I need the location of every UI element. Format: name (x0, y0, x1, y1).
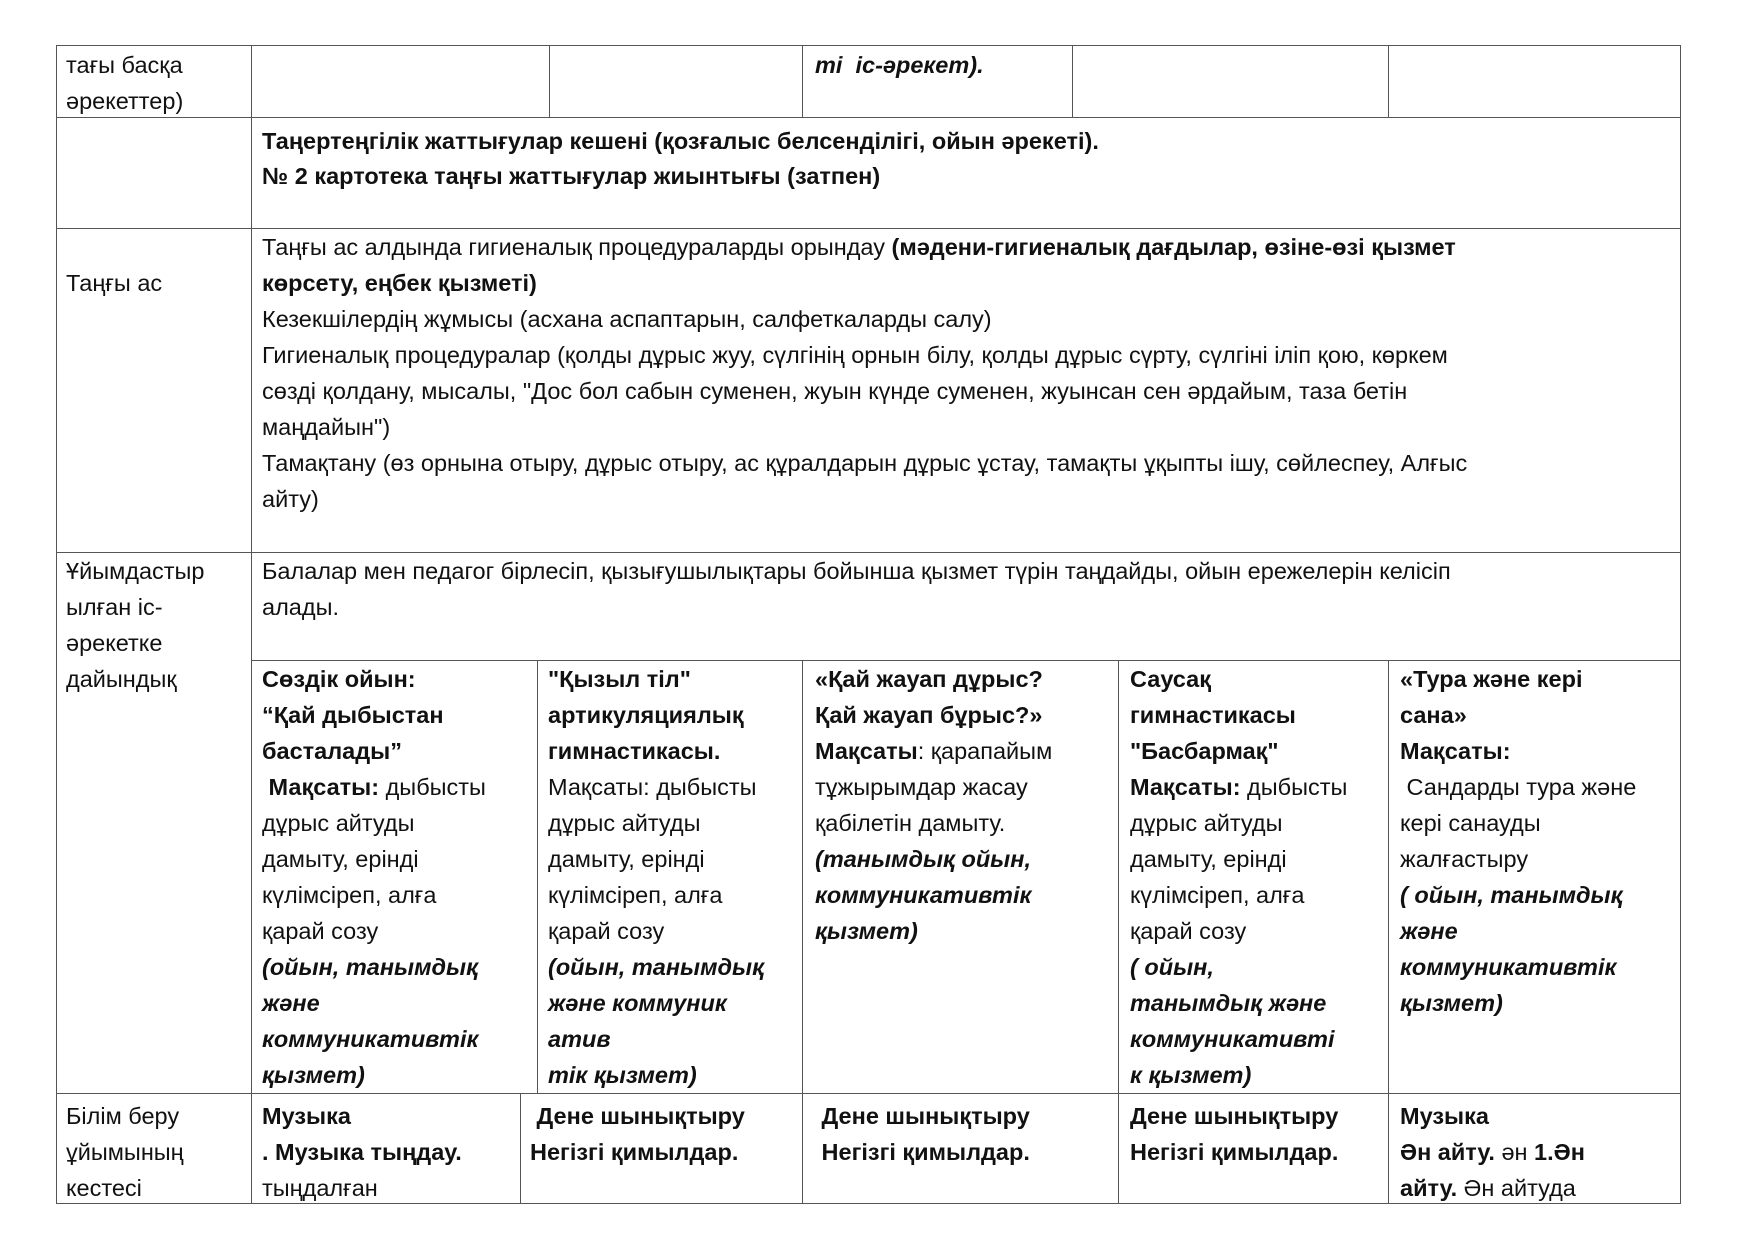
breakfast-line-1-bold: (мәдени-гигиеналық дағдылар, өзіне-өзі қызмет (891, 234, 1456, 260)
column-divider (537, 660, 538, 1093)
game-5-title: «Тура және кері сана» Мақсаты: (1400, 666, 1583, 764)
game-1-goal-label: Мақсаты: (262, 774, 380, 800)
schedule-col-5-line-3-b: Ән айтуда (1457, 1175, 1576, 1201)
schedule-col-5-line-2-c: 1.Ән (1534, 1139, 1585, 1165)
table-border-left (56, 45, 57, 1204)
breakfast-line-6: маңдайын") (262, 414, 391, 440)
preparation-intro: Балалар мен педагог бірлесіп, қызығушылықтары бойынша қызмет түрін таңдайды, ойын ережелерін келісіп алады. (262, 558, 1451, 620)
column-divider (251, 45, 252, 1204)
breakfast-line-7: Тамақтану (өз орнына отыру, дұрыс отыру, ас құралдарын дұрыс ұстау, тамақты ұқыпты ішу, сөйлеспеу, Алғыс (262, 450, 1468, 476)
row-label-breakfast: Таңғы ас (66, 270, 163, 296)
row-divider (56, 117, 1681, 118)
column-divider (1388, 45, 1389, 117)
schedule-col-5-line-2-a: Ән айту. (1400, 1139, 1495, 1165)
game-3-title: «Қай жауап дұрыс? Қай жауап бұрыс?» (815, 666, 1043, 728)
schedule-col-4: Дене шынықтыру Негізгі қимылдар. (1130, 1103, 1339, 1165)
morning-exercise-line-1: Таңертеңгілік жаттығулар кешені (қозғалыс белсенділігі, ойын әрекеті). (262, 128, 1099, 154)
morning-exercise-line-2: № 2 картотека таңғы жаттығулар жиынтығы (затпен) (262, 163, 881, 189)
game-2-title: "Қызыл тіл" артикуляциялық гимнастикасы. (548, 666, 744, 764)
row-label-schedule: Білім беру ұйымының кестесі (66, 1103, 184, 1201)
game-3-text: тұжырымдар жасау қабілетін дамыту. (815, 774, 1028, 836)
schedule-col-5-line-1: Музыка (1400, 1103, 1489, 1129)
breakfast-line-1-text: Таңғы ас алдында гигиеналық процедураларды орындау (262, 234, 892, 260)
game-1-goal-text: дыбысты (379, 774, 486, 800)
game-4-goal-text: дыбысты (1240, 774, 1348, 800)
game-4-goal-label: Мақсаты: (1130, 774, 1241, 800)
schedule-col-5-line-2 (1400, 1134, 1585, 1170)
breakfast-line-5: сөзді қолдану, мысалы, "Дос бол сабын суменен, жуын күнде суменен, жуынсан сен әрдайым, таза бетін (262, 378, 1408, 404)
game-1-note: (ойын, танымдық және коммуникативтік қызмет) (262, 954, 479, 1088)
column-divider (520, 1093, 521, 1203)
game-4-text: дұрыс айтуды дамыту, ерінді күлімсіреп, алға қарай созу (1130, 810, 1305, 944)
game-3-note: (танымдық ойын, коммуникативтік қызмет) (815, 846, 1032, 944)
schedule-col-1-title: Музыка . Музыка тыңдау. (262, 1103, 462, 1165)
column-divider (802, 45, 803, 117)
game-1-title: Сөздік ойын: “Қай дыбыстан басталады” (262, 666, 444, 764)
breakfast-line-1 (262, 229, 1456, 265)
schedule-col-3: Дене шынықтыру Негізгі қимылдар. (821, 1103, 1030, 1165)
column-divider (1388, 660, 1389, 1203)
game-3-goal-text: : қарапайым (917, 738, 1053, 764)
row-divider (56, 1093, 1681, 1094)
game-4-note: ( ойын, танымдық және коммуникативті к қызмет) (1130, 954, 1335, 1088)
schedule-col-5-line-3-a: айту. (1400, 1175, 1458, 1201)
column-divider (549, 45, 550, 117)
game-4-title: Саусақ гимнастикасы "Басбармақ" (1130, 666, 1296, 764)
row-label-preparation: Ұйымдастыр ылған іс- әрекетке дайындық (66, 558, 205, 692)
breakfast-line-8: айту) (262, 486, 319, 512)
game-3-goal-label: Мақсаты (815, 738, 918, 764)
column-divider (802, 660, 803, 1203)
game-1-text: дұрыс айтуды дамыту, ерінді күлімсіреп, алға қарай созу (262, 810, 437, 944)
game-3-goal (815, 733, 1052, 769)
row-label-other-activities: тағы басқа әрекеттер) (66, 52, 184, 114)
breakfast-line-4: Гигиеналық процедуралар (қолды дұрыс жуу, сүлгінің орнын білу, қолды дұрыс сүрту, сүлгіні іліп қою, көркем (262, 342, 1448, 368)
column-divider (1072, 45, 1073, 117)
breakfast-line-2: көрсету, еңбек қызметі) (262, 270, 537, 296)
column-divider (1118, 660, 1119, 1203)
game-5-text: Сандарды тура және кері санауды жалғастыру (1400, 774, 1637, 872)
schedule-col-5-line-2-b: ән (1494, 1139, 1535, 1165)
table-border-top (56, 45, 1681, 46)
game-2-text: Мақсаты: дыбысты дұрыс айтуды дамыту, ерінді күлімсіреп, алға қарай созу (548, 774, 757, 944)
schedule-col-1-text: тыңдалған (262, 1175, 378, 1201)
schedule-col-5-line-3 (1400, 1170, 1576, 1206)
breakfast-line-3: Кезекшілердің жұмысы (асхана аспаптарын, салфеткаларды салу) (262, 306, 992, 332)
game-4-goal (1130, 769, 1347, 805)
activity-tail-text: ті іс-әрекет). (815, 52, 984, 78)
game-2-note: (ойын, танымдық және коммуник атив тік қызмет) (548, 954, 764, 1088)
game-1-goal (262, 769, 486, 805)
schedule-col-2: Дене шынықтыру Негізгі қимылдар. (530, 1103, 745, 1165)
table-border-right (1680, 45, 1681, 1204)
game-5-note: ( ойын, танымдық және коммуникативтік қызмет) (1400, 882, 1623, 1016)
